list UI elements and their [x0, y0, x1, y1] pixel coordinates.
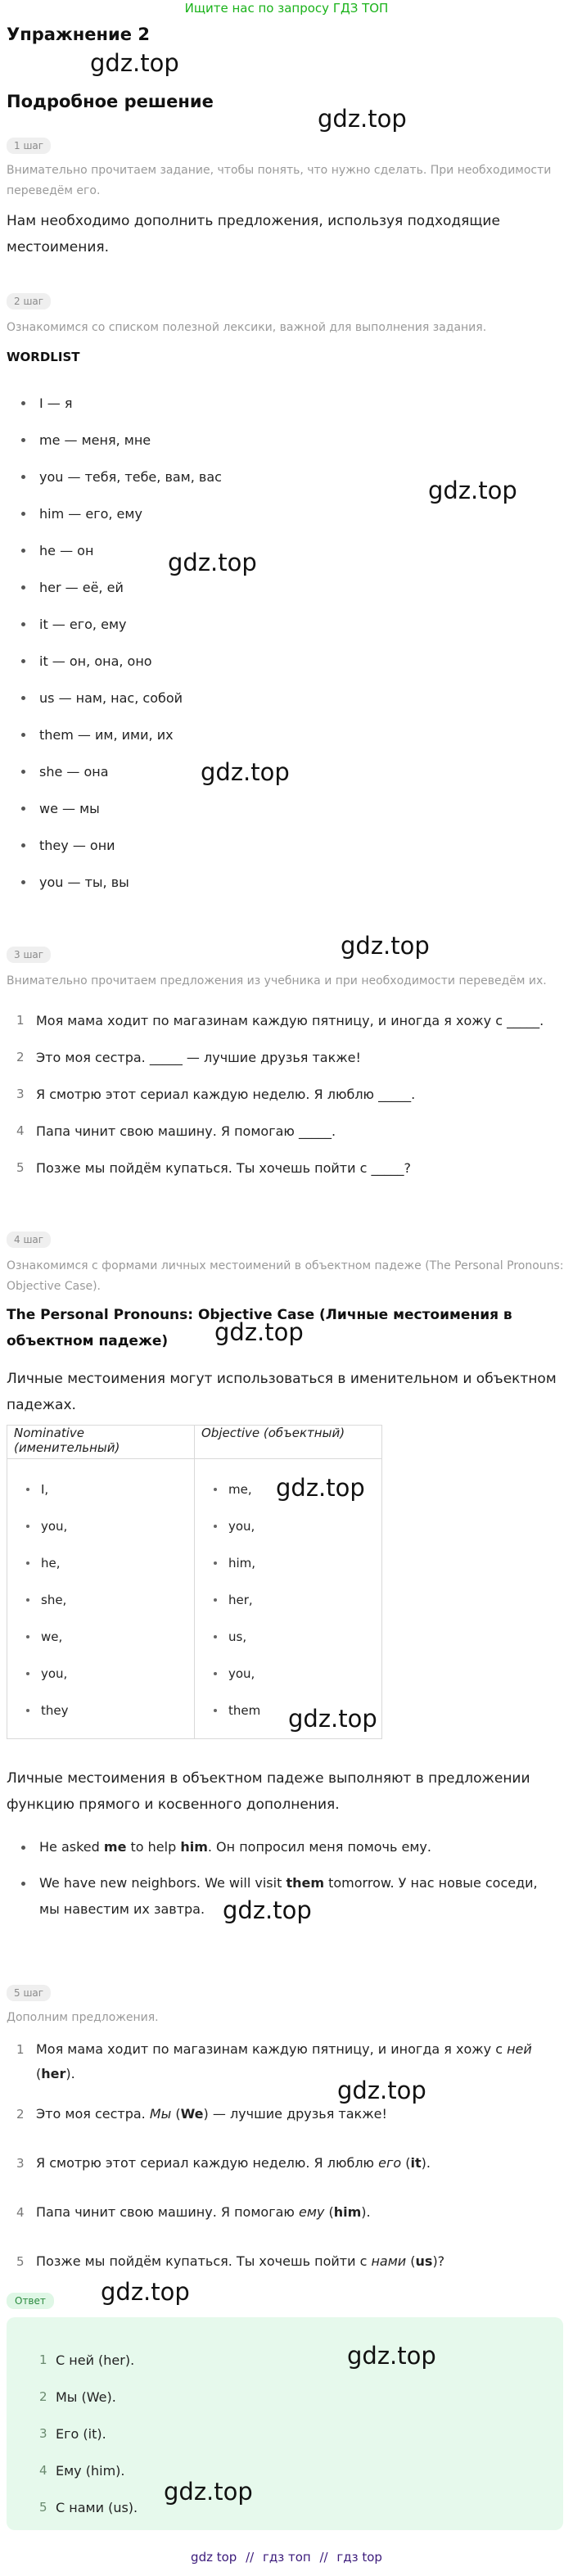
step-description: Внимательно прочитаем задание, чтобы понять, что нужно сделать. При необходимости переведём его. — [7, 164, 552, 197]
watermark: gdz.top — [90, 49, 179, 77]
grammar-heading: The Personal Pronouns: Objective Case (Личные местоимения в объектном падеже) — [7, 1307, 512, 1349]
list-item: 2 Это моя сестра. Мы (We) — лучшие друзья также! — [16, 2106, 387, 2122]
list-item: I, — [8, 1471, 193, 1508]
list-item: you, — [196, 1508, 381, 1545]
pronouns-table — [7, 1425, 382, 1739]
list-item: it — его, ему — [21, 606, 222, 643]
list-item: they — [8, 1692, 193, 1729]
watermark: gdz.top — [164, 2478, 253, 2506]
list-item: you — ты, вы — [21, 864, 222, 901]
list-item: you, — [196, 1656, 381, 1692]
list-item: 4 Папа чинит свою машину. Я помогаю ему (him). — [16, 2204, 371, 2220]
completed-sentences — [7, 2031, 566, 2292]
answer-badge: Ответ — [7, 2293, 54, 2309]
grammar-intro: Личные местоимения могут использоваться в именительном и объектном падежах. — [7, 1371, 557, 1413]
search-banner[interactable]: Ищите нас по запросу ГДЗ ТОП — [184, 1, 389, 16]
wordlist — [21, 385, 222, 901]
list-item: her, — [196, 1582, 381, 1619]
list-item: he — он — [21, 532, 222, 569]
footer-separator: // — [246, 2550, 255, 2565]
list-item: 1 С ней (her). — [39, 2352, 135, 2368]
list-item: she — она — [21, 753, 222, 790]
list-item: 2 Это моя сестра. _____ — лучшие друзья также! — [16, 1050, 361, 1065]
footer-link[interactable]: gdz top — [191, 2550, 237, 2565]
watermark: gdz.top — [341, 932, 430, 960]
step-badge: 3 шаг — [7, 947, 51, 963]
list-item: me, — [196, 1471, 381, 1508]
watermark: gdz.top — [428, 477, 517, 504]
sentence-list — [7, 1002, 566, 1186]
list-item: 1 Моя мама ходит по магазинам каждую пятницу, и иногда я хожу с _____. — [16, 1013, 544, 1028]
list-item: him, — [196, 1545, 381, 1582]
list-item: we — мы — [21, 790, 222, 827]
step-badge: 4 шаг — [7, 1232, 51, 1248]
watermark: gdz.top — [276, 1474, 365, 1502]
column-header: Objective (объектный) — [195, 1426, 382, 1459]
footer-separator: // — [319, 2550, 328, 2565]
grammar-note: Личные местоимения в объектном падеже выполняют в предложении функцию прямого и косвенного дополнения. — [7, 1770, 530, 1813]
footer-link[interactable]: гдз топ — [262, 2550, 311, 2565]
wordlist-heading: WORDLIST — [7, 350, 80, 364]
watermark: gdz.top — [318, 105, 407, 133]
list-item: 5 Позже мы пойдём купаться. Ты хочешь пойти с _____? — [16, 1160, 411, 1176]
example-item: We have new neighbors. We will visit them tomorrow. У нас новые соседи, мы навестим их завтра. — [21, 1870, 562, 1923]
list-item: them — им, ими, их — [21, 716, 222, 753]
column-header: Nominative (именительный) — [7, 1426, 195, 1459]
list-item: you, — [8, 1508, 193, 1545]
list-item: he, — [8, 1545, 193, 1582]
list-item: we, — [8, 1619, 193, 1656]
list-item: us, — [196, 1619, 381, 1656]
footer-link[interactable]: гдз top — [336, 2550, 382, 2565]
watermark: gdz.top — [214, 1318, 304, 1346]
list-item: it — он, она, оно — [21, 643, 222, 680]
list-item: 5 С нами (us). — [39, 2500, 138, 2515]
footer-links — [0, 2550, 573, 2565]
watermark: gdz.top — [168, 549, 257, 576]
list-item: 2 Мы (We). — [39, 2389, 116, 2405]
list-item: she, — [8, 1582, 193, 1619]
example-item: He asked me to help him. Он попросил меня помочь ему. — [21, 1834, 562, 1860]
list-item: 3 Его (it). — [39, 2426, 106, 2442]
list-item: me — меня, мне — [21, 422, 222, 459]
watermark: gdz.top — [337, 2077, 426, 2104]
list-item: 1 Моя мама ходит по магазинам каждую пятницу, и иногда я хожу с ней (her). — [16, 2041, 532, 2081]
watermark: gdz.top — [347, 2342, 436, 2370]
watermark: gdz.top — [201, 758, 290, 786]
list-item: us — нам, нас, собой — [21, 680, 222, 716]
list-item: 5 Позже мы пойдём купаться. Ты хочешь пойти с нами (us)? — [16, 2253, 445, 2269]
step-badge: 1 шаг — [7, 138, 51, 154]
step-badge: 5 шаг — [7, 1985, 51, 2001]
step-description: Ознакомимся с формами личных местоимений в объектном падеже (The Personal Pronouns: Objective Case). — [7, 1259, 564, 1293]
watermark: gdz.top — [223, 1896, 312, 1924]
page-title: Упражнение 2 — [7, 25, 150, 44]
list-item: I — я — [21, 385, 222, 422]
list-item: them — [196, 1692, 381, 1729]
nominative-list — [8, 1460, 193, 1738]
step-text: Нам необходимо дополнить предложения, используя подходящие местоимения. — [7, 213, 500, 255]
watermark: gdz.top — [288, 1705, 377, 1733]
step-badge: 2 шаг — [7, 293, 51, 310]
list-item: you — тебя, тебе, вам, вас — [21, 459, 222, 495]
list-item: you, — [8, 1656, 193, 1692]
section-title: Подробное решение — [7, 92, 214, 111]
list-item: her — её, ей — [21, 569, 222, 606]
list-item: him — его, ему — [21, 495, 222, 532]
step-description: Дополним предложения. — [7, 2011, 159, 2024]
list-item: they — они — [21, 827, 222, 864]
step-description: Ознакомимся со списком полезной лексики, важной для выполнения задания. — [7, 321, 487, 334]
watermark: gdz.top — [101, 2278, 190, 2306]
list-item: 3 Я смотрю этот сериал каждую неделю. Я люблю _____. — [16, 1087, 416, 1102]
list-item: 4 Папа чинит свою машину. Я помогаю _____. — [16, 1123, 336, 1139]
step-description: Внимательно прочитаем предложения из учебника и при необходимости переведём их. — [7, 974, 547, 987]
list-item: 4 Ему (him). — [39, 2463, 125, 2479]
list-item: 3 Я смотрю этот сериал каждую неделю. Я люблю его (it). — [16, 2155, 431, 2171]
